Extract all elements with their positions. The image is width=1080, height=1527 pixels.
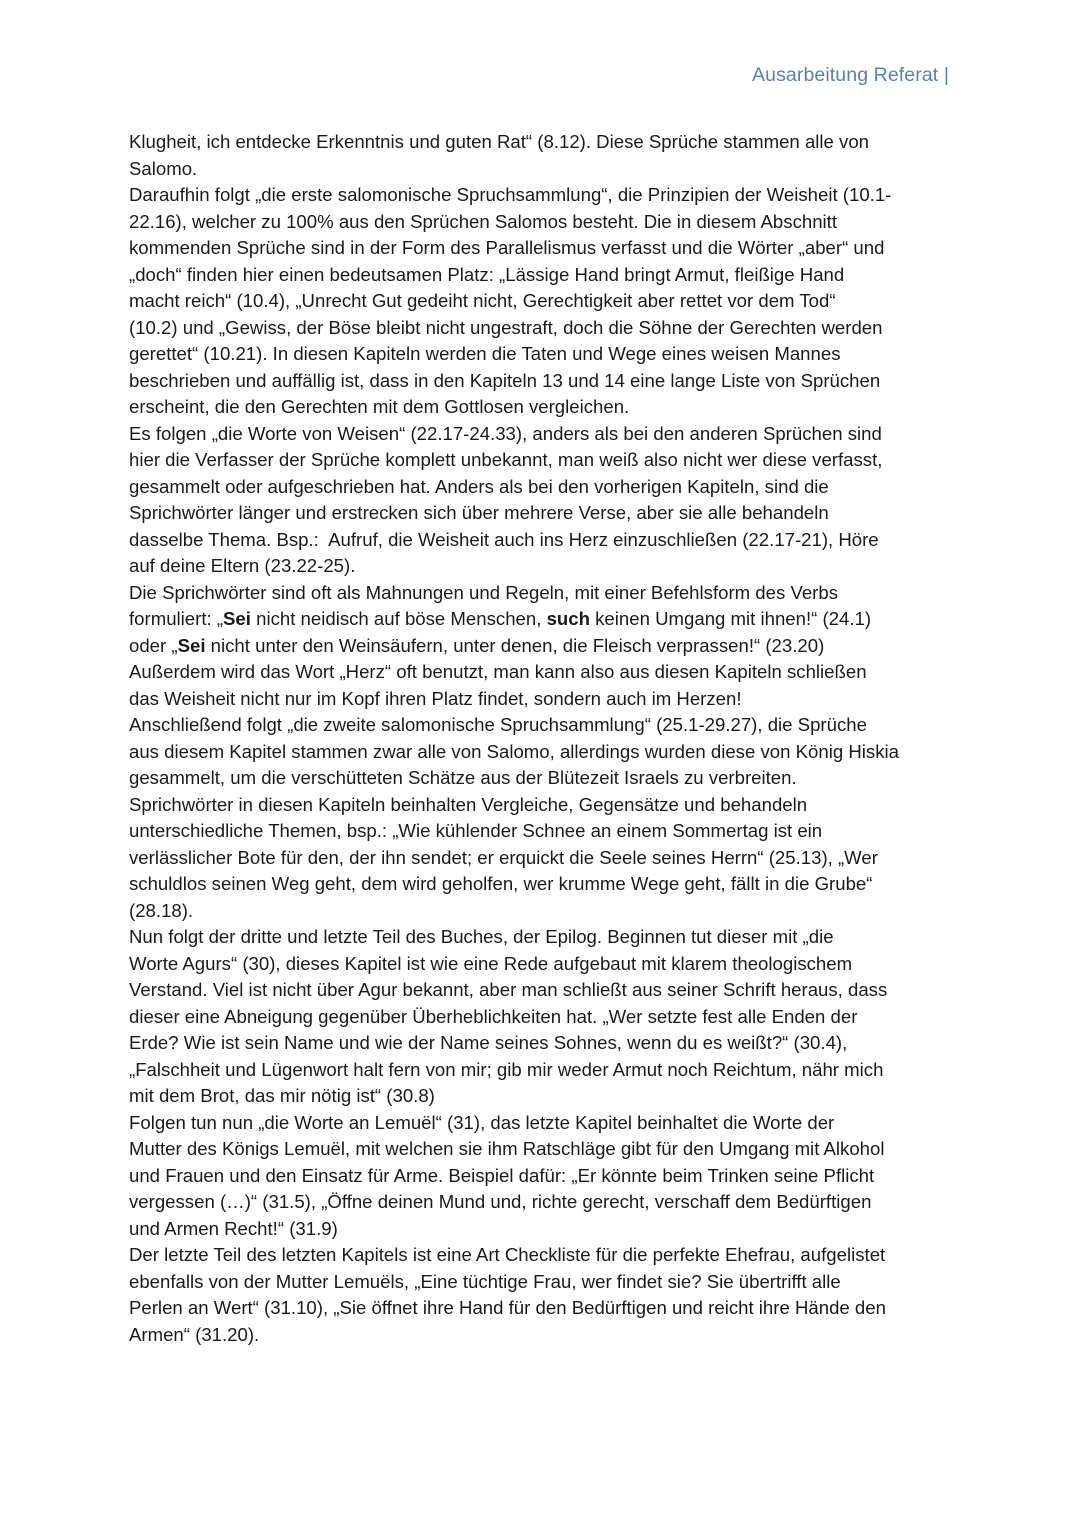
text-line — [129, 315, 959, 342]
text-segment: keinen Umgang mit ihnen!“ (24.1) — [589, 608, 872, 629]
text-segment: Perlen an Wert“ (31.10), „Sie öffnet ihre Hand für den Bedürftigen und reicht ihre Hände den — [129, 1297, 886, 1318]
text-segment: (10.2) und „Gewiss, der Böse bleibt nicht ungestraft, doch die Söhne der Gerechten werden — [129, 316, 883, 338]
text-segment: Salomo. — [129, 157, 198, 179]
text-segment: gesammelt, um die verschütteten Schätze aus der Blütezeit Israels zu verbreiten. — [129, 767, 797, 788]
text-segment: erscheint, die den Gerechten mit dem Gottlosen vergleichen. — [129, 396, 630, 417]
text-line — [129, 1269, 959, 1296]
body-text — [129, 129, 959, 1348]
text-segment: 22.16), welcher zu 100% aus den Sprüchen Salomos besteht. Die in diesem Abschnitt — [129, 210, 838, 232]
text-line — [129, 1322, 959, 1349]
text-segment: nicht unter den Weinsäufern, unter denen, die Fleisch verprassen!“ (23.20) — [205, 634, 825, 656]
text-segment: schuldlos seinen Weg geht, dem wird geholfen, wer krumme Wege geht, fällt in die Grube“ — [129, 873, 873, 894]
text-segment: oder „ — [129, 634, 178, 656]
bold-word: Sei — [223, 608, 251, 629]
text-segment: kommenden Sprüche sind in der Form des Parallelismus verfasst und die Wörter „aber“ und — [129, 237, 885, 258]
text-segment: auf deine Eltern (23.22-25). — [129, 555, 356, 576]
text-line — [129, 633, 959, 660]
text-line — [129, 182, 959, 209]
text-segment: Klugheit, ich entdecke Erkenntnis und guten Rat“ (8.12). Diese Sprüche stammen alle von — [129, 131, 870, 152]
text-segment: Außerdem wird das Wort „Herz“ oft benutzt, man kann also aus diesen Kapiteln schließen — [129, 661, 867, 682]
text-line — [129, 1030, 959, 1057]
text-line — [129, 1163, 959, 1190]
text-line — [129, 739, 959, 766]
text-segment: Daraufhin folgt „die erste salomonische Spruchsammlung“, die Prinzipien der Weisheit (10.1- — [129, 184, 892, 205]
text-line — [129, 924, 959, 951]
text-line — [129, 500, 959, 527]
text-line — [129, 951, 959, 978]
text-line — [129, 129, 959, 156]
text-segment: dasselbe Thema. Bsp.: Aufruf, die Weisheit auch ins Herz einzuschließen (22.17-21), Höre — [129, 528, 879, 550]
text-line — [129, 898, 959, 925]
text-segment: Worte Agurs“ (30), dieses Kapitel ist wie eine Rede aufgebaut mit klarem theologischem — [129, 952, 853, 974]
text-segment: und Frauen und den Einsatz für Arme. Beispiel dafür: „Er könnte beim Trinken seine Pflicht — [129, 1164, 875, 1186]
text-line — [129, 659, 959, 686]
text-segment: gesammelt oder aufgeschrieben hat. Anders als bei den vorherigen Kapiteln, sind die — [129, 475, 829, 497]
text-line — [129, 792, 959, 819]
text-segment: Verstand. Viel ist nicht über Agur bekannt, aber man schließt aus seiner Schrift heraus, dass — [129, 979, 888, 1000]
page-header: Ausarbeitung Referat | — [752, 64, 949, 86]
text-line — [129, 474, 959, 501]
text-line — [129, 421, 959, 448]
text-line — [129, 712, 959, 739]
text-segment: mit dem Brot, das mir nötig ist“ (30.8) — [129, 1085, 435, 1106]
text-line — [129, 1083, 959, 1110]
text-segment: (28.18). — [129, 899, 194, 921]
text-segment: aus diesem Kapitel stammen zwar alle von Salomo, allerdings wurden diese von König Hiskia — [129, 740, 899, 762]
text-line — [129, 262, 959, 289]
text-line — [129, 765, 959, 792]
text-line — [129, 1057, 959, 1084]
text-line — [129, 1216, 959, 1243]
text-segment: das Weisheit nicht nur im Kopf ihren Platz findet, sondern auch im Herzen! — [129, 687, 742, 709]
text-line — [129, 977, 959, 1004]
text-line — [129, 288, 959, 315]
text-segment: Anschließend folgt „die zweite salomonische Spruchsammlung“ (25.1-29.27), die Sprüche — [129, 714, 867, 735]
text-segment: gerettet“ (10.21). In diesen Kapiteln werden die Taten und Wege eines weisen Mannes — [129, 343, 841, 364]
text-segment: vergessen (…)“ (31.5), „Öffne deinen Mund und, richte gerecht, verschaff dem Bedürftigen — [129, 1191, 872, 1212]
text-segment: und Armen Recht!“ (31.9) — [129, 1217, 338, 1239]
text-line — [129, 368, 959, 395]
text-segment: Mutter des Königs Lemuël, mit welchen sie ihm Ratschläge gibt für den Umgang mit Alkohol — [129, 1138, 885, 1159]
text-line — [129, 341, 959, 368]
text-segment: formuliert: „ — [129, 608, 224, 629]
text-line — [129, 209, 959, 236]
text-line — [129, 394, 959, 421]
text-line — [129, 235, 959, 262]
text-segment: dieser eine Abneigung gegenüber Überheblichkeiten hat. „Wer setzte fest alle Enden der — [129, 1005, 858, 1027]
text-line — [129, 580, 959, 607]
text-line — [129, 447, 959, 474]
text-line — [129, 527, 959, 554]
text-segment: beschrieben und auffällig ist, dass in den Kapiteln 13 und 14 eine lange Liste von Sprüchen — [129, 369, 881, 391]
text-line — [129, 686, 959, 713]
text-line — [129, 1242, 959, 1269]
text-segment: hier die Verfasser der Sprüche komplett unbekannt, man weiß also nicht wer diese verfasst, — [129, 449, 883, 470]
text-line — [129, 818, 959, 845]
text-segment: Nun folgt der dritte und letzte Teil des Buches, der Epilog. Beginnen tut dieser mit „die — [129, 926, 834, 947]
text-segment: Sprichwörter länger und erstrecken sich über mehrere Verse, aber sie alle behandeln — [129, 502, 829, 523]
text-line — [129, 845, 959, 872]
text-line — [129, 871, 959, 898]
text-line — [129, 1004, 959, 1031]
text-line — [129, 1295, 959, 1322]
text-segment: Sprichwörter in diesen Kapiteln beinhalten Vergleiche, Gegensätze und behandeln — [129, 793, 808, 815]
text-segment: Es folgen „die Worte von Weisen“ (22.17-24.33), anders als bei den anderen Sprüchen sind — [129, 422, 882, 444]
text-line — [129, 606, 959, 633]
text-line — [129, 1110, 959, 1137]
text-line — [129, 156, 959, 183]
text-segment: Der letzte Teil des letzten Kapitels ist eine Art Checkliste für die perfekte Ehefrau, aufgelistet — [129, 1244, 886, 1265]
text-segment: nicht neidisch auf böse Menschen, — [250, 608, 547, 629]
bold-word: such — [546, 608, 590, 629]
text-line — [129, 1136, 959, 1163]
text-segment: verlässlicher Bote für den, der ihn sendet; er erquickt die Seele seines Herrn“ (25.13), „Wer — [129, 846, 878, 868]
text-segment: Armen“ (31.20). — [129, 1323, 260, 1345]
text-line — [129, 553, 959, 580]
text-segment: unterschiedliche Themen, bsp.: „Wie kühlender Schnee an einem Sommertag ist ein — [129, 820, 823, 841]
text-line — [129, 1189, 959, 1216]
text-segment: macht reich“ (10.4), „Unrecht Gut gedeiht nicht, Gerechtigkeit aber rettet vor dem Tod“ — [129, 290, 836, 311]
text-segment: Folgen tun nun „die Worte an Lemuël“ (31), das letzte Kapitel beinhaltet die Worte der — [129, 1111, 835, 1133]
text-segment: „Falschheit und Lügenwort halt fern von mir; gib mir weder Armut noch Reichtum, nähr mich — [129, 1058, 884, 1080]
text-segment: ebenfalls von der Mutter Lemuëls, „Eine tüchtige Frau, wer findet sie? Sie übertrifft alle — [129, 1270, 841, 1292]
bold-word: Sei — [177, 634, 206, 656]
text-segment: Erde? Wie ist sein Name und wie der Name seines Sohnes, wenn du es weißt?“ (30.4), — [129, 1032, 848, 1053]
text-segment: Die Sprichwörter sind oft als Mahnungen und Regeln, mit einer Befehlsform des Verbs — [129, 581, 838, 603]
text-segment: „doch“ finden hier einen bedeutsamen Platz: „Lässige Hand bringt Armut, fleißige Hand — [129, 263, 845, 285]
